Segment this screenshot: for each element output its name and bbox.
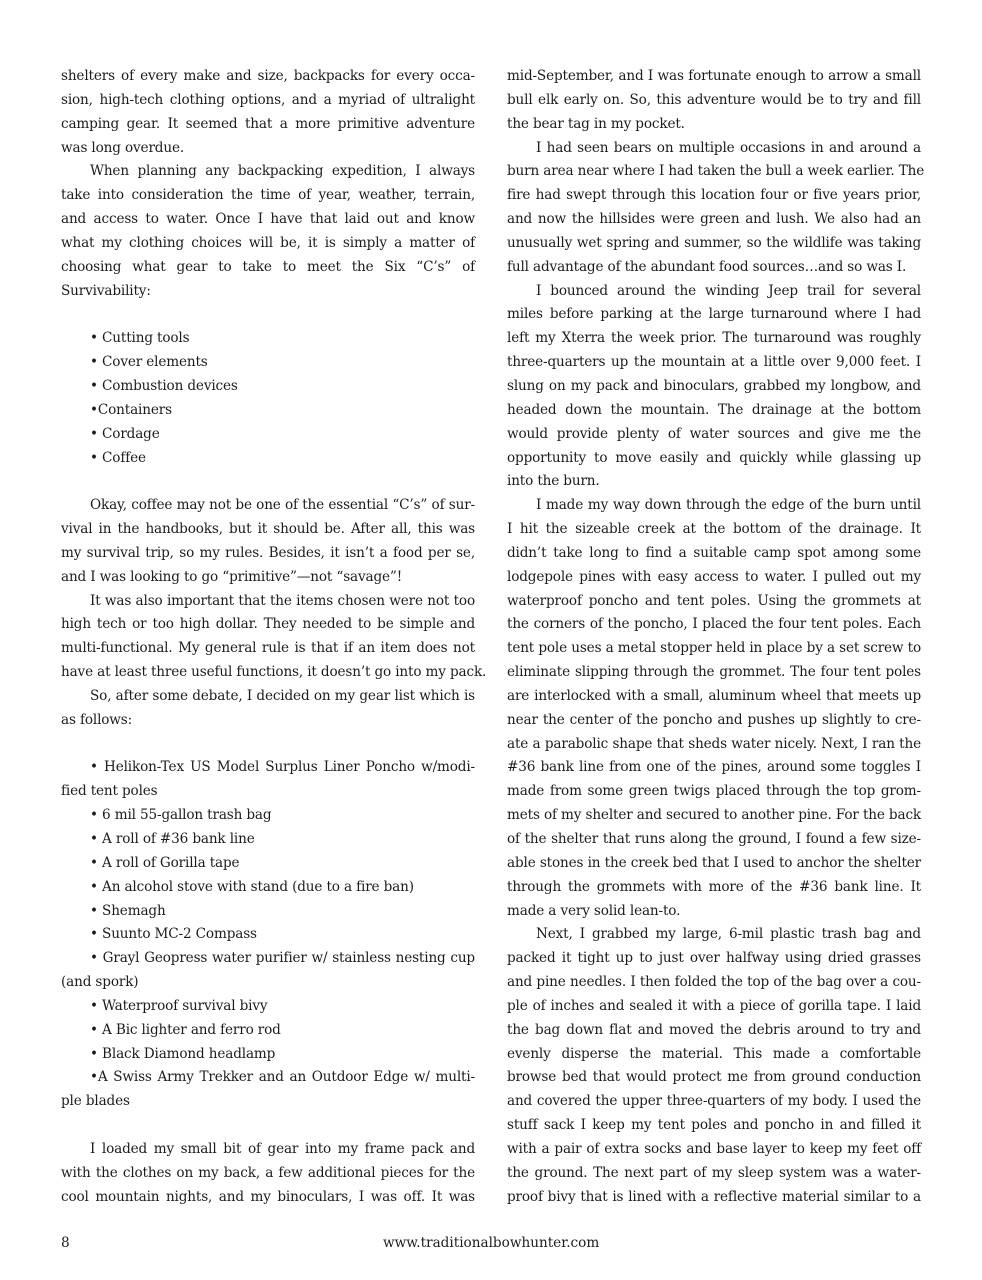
text-line: of the shelter that runs along the ground, I found a few size- bbox=[507, 831, 921, 847]
text-line: didn’t take long to find a suitable camp spot among some bbox=[507, 544, 921, 561]
text-line: take into consideration the time of year, weather, terrain, bbox=[61, 187, 475, 204]
text-line: near the center of the poncho and pushes up slightly to cre- bbox=[507, 711, 921, 728]
paragraph-first-line: I had seen bears on multiple occasions in and around a bbox=[536, 139, 921, 156]
paragraph-first-line: So, after some debate, I decided on my gear list which is bbox=[90, 687, 475, 704]
text-line: choosing what gear to take to meet the Six “C’s” of bbox=[61, 258, 475, 275]
text-line: with the clothes on my back, a few additional pieces for the bbox=[61, 1164, 475, 1181]
text-line: the bag down flat and moved the debris around to try and bbox=[507, 1021, 921, 1038]
paragraph-first-line: It was also important that the items chosen were not too bbox=[90, 592, 475, 609]
text-line: and covered the upper three-quarters of my body. I used the bbox=[507, 1093, 921, 1110]
list-item: • Coffee bbox=[90, 449, 146, 466]
paragraph-first-line: I bounced around the winding Jeep trail for several bbox=[536, 282, 921, 299]
text-line: the bear tag in my pocket. bbox=[507, 115, 685, 132]
list-item: • Cutting tools bbox=[90, 330, 190, 347]
list-item: • Black Diamond headlamp bbox=[90, 1045, 276, 1062]
list-item: • Suunto MC-2 Compass bbox=[90, 926, 257, 943]
text-line: packed it tight up to just over halfway using dried grasses bbox=[507, 950, 921, 967]
list-item: • Helikon-Tex US Model Surplus Liner Poncho w/modi- bbox=[90, 759, 475, 776]
text-line: browse bed that would protect me from ground conduction bbox=[507, 1069, 921, 1086]
text-line: with a pair of extra socks and base layer to keep my feet off bbox=[507, 1140, 921, 1157]
blank-line bbox=[61, 470, 475, 494]
list-item: • A Bic lighter and ferro rod bbox=[90, 1021, 281, 1038]
text-line: slung on my pack and binoculars, grabbed my longbow, and bbox=[507, 377, 921, 394]
list-item: • Cover elements bbox=[90, 354, 208, 371]
page-number: 8 bbox=[61, 1235, 70, 1251]
text-line: I hit the sizeable creek at the bottom of the drainage. It bbox=[507, 521, 921, 538]
list-item: • Waterproof survival bivy bbox=[90, 997, 268, 1014]
text-line: miles before parking at the large turnaround where I had bbox=[507, 306, 921, 323]
text-line: sion, high-tech clothing options, and a myriad of ultralight bbox=[61, 91, 475, 108]
blank-line bbox=[61, 1114, 475, 1138]
text-line: fire had swept through this location four or five years prior, bbox=[507, 187, 921, 204]
text-line: high tech or too high dollar. They needed to be simple and bbox=[61, 616, 475, 633]
text-line: burn area near where I had taken the bull a week earlier. The bbox=[507, 163, 925, 180]
text-line: (and spork) bbox=[61, 974, 139, 991]
text-line: tent pole uses a metal stopper held in place by a set screw to bbox=[507, 640, 921, 657]
text-line: what my clothing choices will be, it is simply a matter of bbox=[61, 234, 475, 251]
paragraph-first-line: Next, I grabbed my large, 6-mil plastic trash bag and bbox=[536, 926, 921, 943]
text-line: mets of my shelter and secured to another pine. For the back bbox=[507, 807, 921, 824]
footer-website: www.traditionalbowhunter.com bbox=[383, 1235, 600, 1251]
text-line: fied tent poles bbox=[61, 783, 158, 800]
text-line: eliminate slipping through the grommet. The four tent poles bbox=[507, 664, 921, 681]
text-line: would provide plenty of water sources and give me the bbox=[507, 425, 921, 442]
list-item: • Cordage bbox=[90, 425, 160, 442]
text-line: opportunity to move easily and quickly while glassing up bbox=[507, 449, 921, 466]
text-line: cool mountain nights, and my binoculars, I was off. It was bbox=[61, 1188, 475, 1205]
text-line: vival in the handbooks, but it should be. After all, this was bbox=[61, 521, 475, 538]
left-column bbox=[61, 65, 487, 1210]
paragraph-first-line: Okay, coffee may not be one of the essential “C’s” of sur- bbox=[90, 497, 475, 514]
text-line: stuff sack I keep my tent poles and poncho in and filled it bbox=[507, 1117, 921, 1134]
text-line: unusually wet spring and summer, so the wildlife was taking bbox=[507, 234, 921, 251]
text-line: ple of inches and sealed it with a piece of gorilla tape. I laid bbox=[507, 997, 921, 1014]
text-line: #36 bank line from one of the pines, around some toggles I bbox=[507, 759, 921, 776]
text-line: headed down the mountain. The drainage at the bottom bbox=[507, 401, 921, 418]
text-line: into the burn. bbox=[507, 473, 600, 490]
text-line: mid-September, and I was fortunate enough to arrow a small bbox=[507, 68, 921, 84]
text-line: the corners of the poncho, I placed the four tent poles. Each bbox=[507, 616, 921, 633]
text-line: three-quarters up the mountain at a little over 9,000 feet. I bbox=[507, 354, 921, 371]
right-column bbox=[507, 65, 925, 1210]
text-line: through the grommets with more of the #36 bank line. It bbox=[507, 878, 921, 895]
text-line: Survivability: bbox=[61, 282, 151, 299]
text-line: was long overdue. bbox=[61, 139, 185, 156]
text-line: lodgepole pines with easy access to water. I pulled out my bbox=[507, 568, 921, 585]
text-line: ate a parabolic shape that sheds water nicely. Next, I ran the bbox=[507, 735, 921, 752]
text-line: waterproof poncho and tent poles. Using the grommets at bbox=[507, 592, 921, 609]
text-line: able stones in the creek bed that I used to anchor the shelter bbox=[507, 854, 921, 871]
text-line: camping gear. It seemed that a more primitive adventure bbox=[61, 115, 475, 132]
text-line: made a very solid lean-to. bbox=[507, 902, 681, 919]
list-item: • Combustion devices bbox=[90, 377, 238, 394]
list-item: •A Swiss Army Trekker and an Outdoor Edge w/ multi- bbox=[90, 1069, 475, 1086]
paragraph-first-line: When planning any backpacking expedition, I always bbox=[90, 163, 475, 180]
text-line: as follows: bbox=[61, 711, 133, 728]
blank-line bbox=[61, 733, 475, 757]
text-line: my survival trip, so my rules. Besides, it isn’t a food per se, bbox=[61, 544, 475, 561]
list-item: • An alcohol stove with stand (due to a fire ban) bbox=[90, 878, 414, 895]
text-line: the ground. The next part of my sleep system was a water- bbox=[507, 1164, 921, 1181]
paragraph-first-line: I made my way down through the edge of the burn until bbox=[536, 497, 921, 514]
list-item: •Containers bbox=[90, 401, 172, 418]
text-line: have at least three useful functions, it doesn’t go into my pack. bbox=[61, 664, 487, 681]
text-line: are interlocked with a small, aluminum wheel that meets up bbox=[507, 687, 921, 704]
text-line: evenly disperse the material. This made a comfortable bbox=[507, 1045, 921, 1062]
paragraph-first-line: I loaded my small bit of gear into my frame pack and bbox=[90, 1140, 475, 1157]
text-line: and access to water. Once I have that laid out and know bbox=[61, 211, 475, 228]
text-line: and pine needles. I then folded the top of the bag over a cou- bbox=[507, 974, 921, 991]
text-line: and I was looking to go “primitive”—not “savage”! bbox=[61, 568, 403, 585]
text-line: multi-functional. My general rule is that if an item does not bbox=[61, 640, 475, 657]
list-item: • Shemagh bbox=[90, 902, 166, 919]
text-line: bull elk early on. So, this adventure would be to try and fill bbox=[507, 91, 921, 108]
blank-line bbox=[61, 303, 475, 327]
text-line: made from some green twigs placed through the top grom- bbox=[507, 783, 921, 800]
text-line: and now the hillsides were green and lush. We also had an bbox=[507, 211, 921, 228]
list-item: • A roll of #36 bank line bbox=[90, 831, 255, 847]
list-item: • Grayl Geopress water purifier w/ stainless nesting cup bbox=[90, 950, 475, 967]
text-line: shelters of every make and size, backpacks for every occa- bbox=[61, 68, 475, 84]
text-line: ple blades bbox=[61, 1093, 130, 1110]
list-item: • A roll of Gorilla tape bbox=[90, 854, 240, 871]
list-item: • 6 mil 55-gallon trash bag bbox=[90, 807, 272, 824]
text-line: left my Xterra the week prior. The turnaround was roughly bbox=[507, 330, 921, 347]
text-line: proof bivy that is lined with a reflective material similar to a bbox=[507, 1188, 921, 1205]
text-line: full advantage of the abundant food sources…and so was I. bbox=[507, 258, 907, 275]
